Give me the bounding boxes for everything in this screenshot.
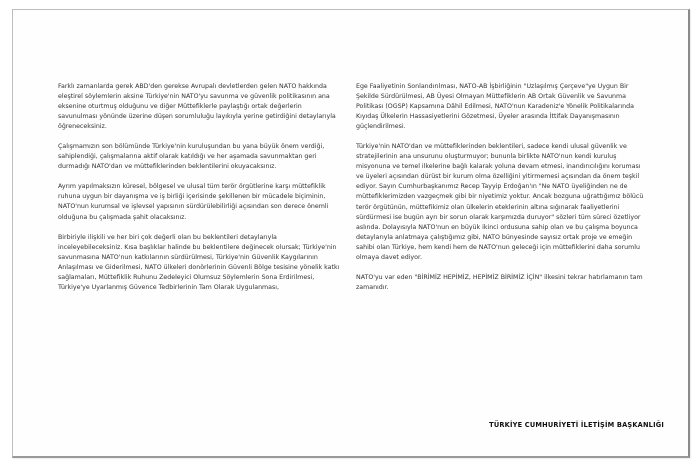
paragraph: Ayrım yapılmaksızın küresel, bölgesel ve ulusal tüm terör örgütlerine karşı müttefiklik ruhuna uygun bir dayanışma ve iş birliği içerisinde şekillenen bir mücadele biçiminin, NATO'nun kurumsal ve işlevsel yapısının sürdürülebilirliği açısından son derece önemli olduğuna bu çalışmada şahit olacaksınız.	[58, 183, 329, 221]
paragraph: Birbiriyle ilişkili ve her biri çok değerli olan bu beklentileri detaylarıyla inceleyebileceksiniz. Kısa başlıklar halinde bu beklentilere değinecek olursak; Türkiye'nin savunmasına NATO'nun katkılarının sürdürülmesi, Türkiye'nin Güvenlik Kaygılarının Anlaşılması ve Giderilmesi, NATO ülkeleri donörlerinin Güvenli Bölge tesisine yönelik katkı sağlamaları, Müttefiklik Ruhunu Zedeleyici Olumsuz Söylemlerin Sona Erdirilmesi, Türkiye'ye Uyarlanmış Güvence Tedbirlerinin Tam Olarak Uygulanması,	[58, 233, 340, 291]
paragraph: Çalışmamızın son bölümünde Türkiye'nin kuruluşundan bu yana büyük önem verdiği, sahiplendiği, çalışmalarına aktif olarak katıldığı ve her aşamada savunmaktan geri durmadığı NATO'dan ve müttefiklerinden beklentilerini okuyacaksınız.	[58, 143, 325, 171]
signature: TÜRKİYE CUMHURİYETİ İLETİŞİM BAŞKANLIĞI	[489, 421, 664, 429]
document-page	[12, 9, 690, 458]
paragraph: Ege Faaliyetinin Sonlandırılması, NATO-AB İşbirliğinin "Uzlaşılmış Çerçeve"ye Uygun Bir Şekilde Sürdürülmesi, AB Üyesi Olmayan Müttefiklerin AB Ortak Güvenlik ve Savunma Politikası (OGSP) Kapsamına Dâhil Edilmesi, NATO'nun Karadeniz'e Yönelik Politikalarında Kıyıdaş Ülkelerin Hassasiyetlerini Gözetmesi, Üyeler arasında İttifak Dayanışmasının güçlendirilmesi.	[356, 83, 634, 131]
paragraph: Türkiye'nin NATO'dan ve müttefiklerinden beklentileri, sadece kendi ulusal güvenlik ve stratejilerinin ana unsurunu oluşturmuyor; bununla birlikte NATO'nun kendi kuruluş misyonuna ve temel ilkelerine bağlı kalarak yoluna devam etmesi, inandırıcılığını koruması ve üyeleri açısından dürüst bir kurum olma özelliğini yitirmemesi açısından da önem teşkil ediyor. Sayın Cumhurbaşkanımız Recep Tayyip Erdoğan'ın "Ne NATO üyeliğinden ne de müttefiklerimizden vazgeçmek gibi bir niyetimiz yoktur. Ancak bozguna uğrattığımız bölücü terör örgütünün, müttefikimiz olan ülkelerin eteklerinin altına sığınarak faaliyetlerini sürdürmesi ise bugün ayrı bir sorun olarak karşımızda duruyor" sözleri tüm süreci özetliyor aslında. Dolayısıyla NATO'nun en büyük ikinci ordusuna sahip olan ve bu çalışma boyunca detaylarıyla anlatmaya çalıştığımız gibi, NATO bünyesinde sayısız ortak proje ve emeğin sahibi olan Türkiye, hem kendi hem de NATO'nun geleceği için müttefiklerini daha sorumlu olmaya davet ediyor.	[356, 143, 644, 261]
paragraph: NATO'yu var eden "BİRİMİZ HEPİMİZ, HEPİMİZ BİRİMİZ İÇİN" ilkesini tekrar hatırlamanın tam zamanıdır.	[356, 273, 643, 291]
right-column	[356, 82, 646, 303]
paragraph: Farklı zamanlarda gerek ABD'den gerekse Avrupalı devletlerden gelen NATO hakkında eleştirel söylemlerin aksine Türkiye'nin NATO'yu savunma ve güvenlik politikasının ana eksenine oturtmuş olduğunu ve diğer Müttefiklerle paylaştığı ortak değerlerin savunulması yönünde üzerine düşen sorumluluğu layıkıyla yerine getirdiğini detaylarıyla öğreneceksiniz.	[58, 83, 336, 131]
left-column	[58, 82, 340, 303]
